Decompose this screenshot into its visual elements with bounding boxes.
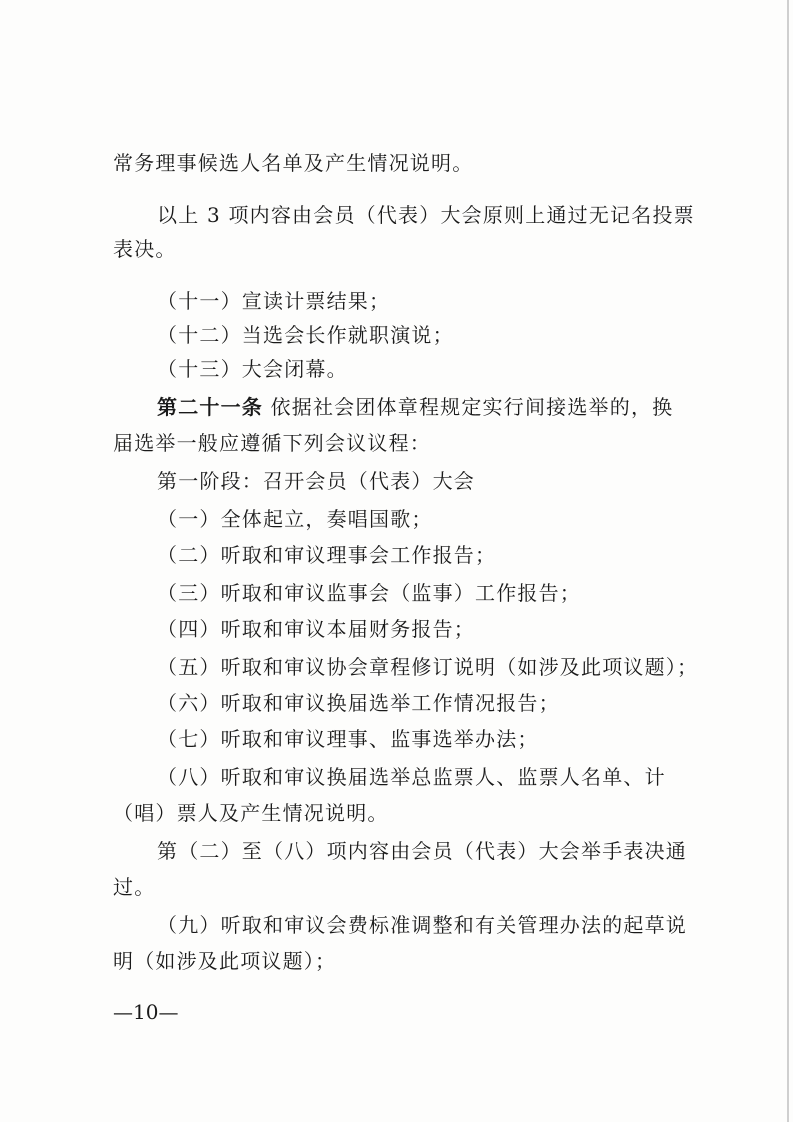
page-number: —10— <box>113 1000 179 1024</box>
text-line-content: （四）听取和审议本届财务报告； <box>157 617 475 641</box>
text-line-content: 以上 3 项内容由会员（代表）大会原则上通过无记名投票 <box>157 203 695 227</box>
article-heading: 第二十一条 <box>157 395 263 419</box>
text-line-content: （九）听取和审议会费标准调整和有关管理办法的起草说 <box>157 913 687 937</box>
text-line <box>157 764 666 790</box>
text-line <box>113 948 336 974</box>
text-line <box>157 616 475 642</box>
text-line <box>157 356 348 382</box>
text-line-content: （十三）大会闭幕。 <box>157 357 348 381</box>
text-line <box>157 202 695 228</box>
text-line-content: （五）听取和审议协会章程修订说明（如涉及此项议题）； <box>157 655 699 679</box>
text-line-content: （八）听取和审议换届选举总监票人、监票人名单、计 <box>157 765 666 789</box>
text-line-content: 第（二）至（八）项内容由会员（代表）大会举手表决通 <box>157 839 687 863</box>
text-line-content: 常务理事候选人名单及产生情况说明。 <box>113 151 474 175</box>
text-line <box>157 838 687 864</box>
text-line <box>157 580 581 606</box>
text-line-content: （唱）票人及产生情况说明。 <box>113 801 389 825</box>
text-line <box>157 468 475 494</box>
text-line-content: 明（如涉及此项议题）； <box>113 949 337 973</box>
text-line-content: （十二）当选会长作就职演说； <box>157 323 454 347</box>
text-line <box>157 542 496 568</box>
text-line-content: （十一）宣读计票结果； <box>157 289 391 313</box>
text-line-content: （一）全体起立，奏唱国歌； <box>157 507 433 531</box>
text-line-content: 过。 <box>113 875 156 899</box>
text-line <box>157 506 433 532</box>
text-line-content: 届选举一般应遵循下列会议议程： <box>113 431 431 455</box>
text-line-content: （三）听取和审议监事会（监事）工作报告； <box>157 581 581 605</box>
text-line-content: （二）听取和审议理事会工作报告； <box>157 543 497 567</box>
text-line-content: 依据社会团体章程规定实行间接选举的，换 <box>263 395 674 419</box>
text-line <box>113 430 431 456</box>
text-line-content: （六）听取和审议换届选举工作情况报告； <box>157 691 560 715</box>
text-line <box>157 288 390 314</box>
scan-edge-line <box>787 0 789 1122</box>
text-line <box>113 236 177 262</box>
text-line <box>157 394 673 420</box>
text-line-content: （七）听取和审议理事、监事选举办法； <box>157 727 539 751</box>
text-line-content: 第一阶段：召开会员（代表）大会 <box>157 469 475 493</box>
text-line <box>113 150 473 176</box>
text-line-content: 表决。 <box>113 237 177 261</box>
text-line <box>157 690 560 716</box>
text-line <box>113 874 155 900</box>
text-line <box>157 726 539 752</box>
text-line <box>113 800 389 826</box>
text-line <box>157 912 687 938</box>
text-line <box>157 654 698 680</box>
text-line <box>157 322 454 348</box>
